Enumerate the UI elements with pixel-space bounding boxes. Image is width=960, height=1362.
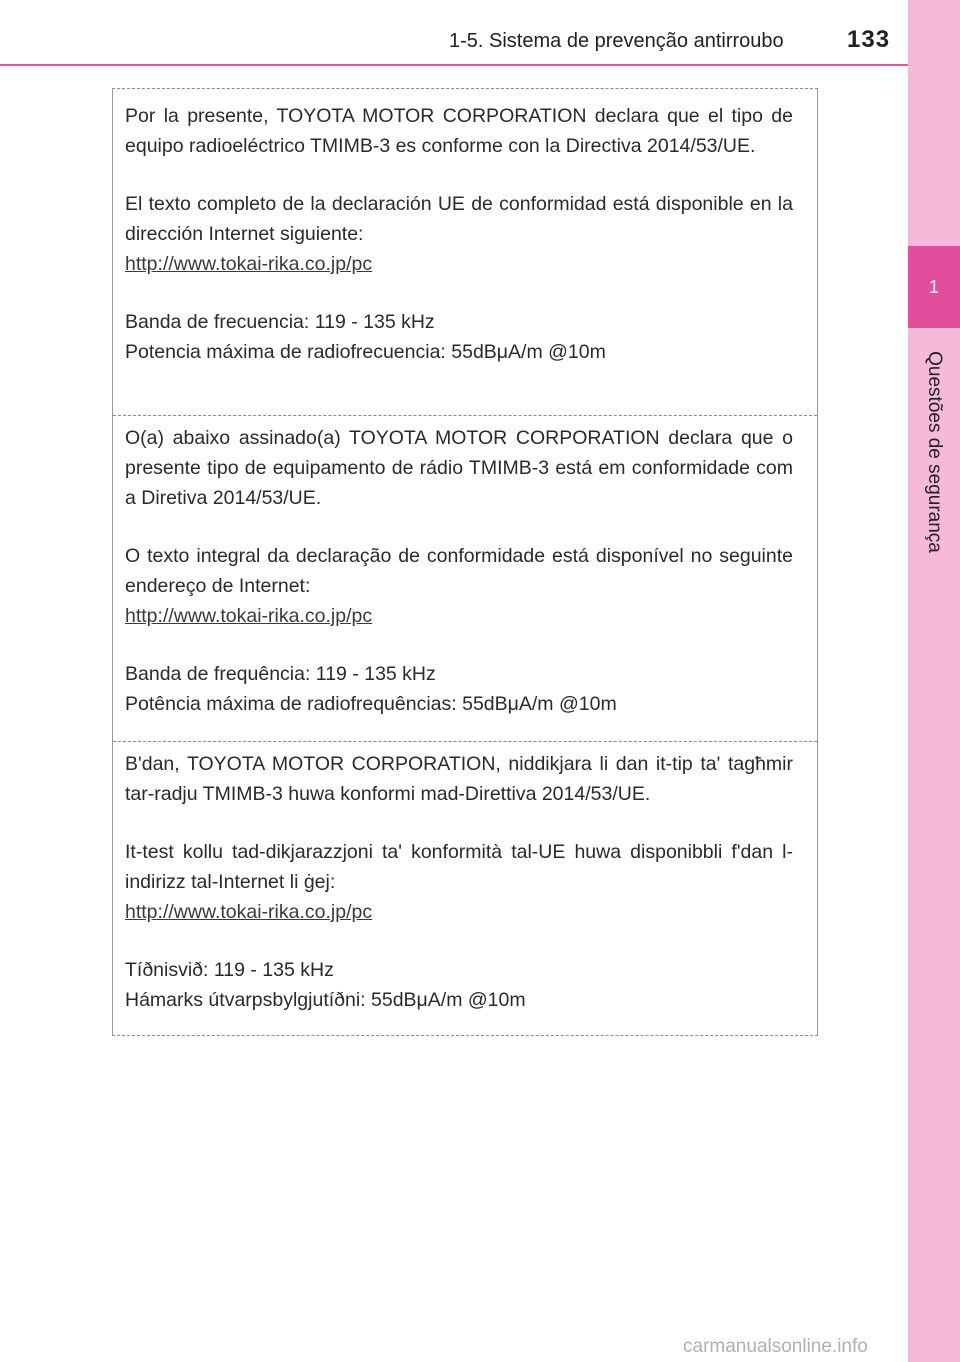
max-power: Potência máxima de radiofrequências: 55dBμA/m @10m	[125, 693, 617, 715]
section-divider	[113, 415, 817, 416]
declaration-text: B'dan, TOYOTA MOTOR CORPORATION, niddikjara li dan it-tip ta' tagħmir tar-radju TMIMB-3 huwa konformi mad-Direttiva 2014/53/UE.	[125, 753, 793, 805]
section-divider	[113, 741, 817, 742]
availability-text: El texto completo de la declaración UE de conformidad está disponible en la dirección Internet siguiente:	[125, 193, 793, 245]
chapter-sidebar	[908, 0, 960, 1362]
availability-text: O texto integral da declaração de conformidade está disponível no seguinte endereço de Internet:	[125, 545, 793, 597]
watermark-text: carmanualsonline.info	[683, 1336, 868, 1357]
header-divider	[0, 64, 908, 66]
declaration-link[interactable]: http://www.tokai-rika.co.jp/pc	[125, 253, 373, 275]
declaration-text: Por la presente, TOYOTA MOTOR CORPORATION declara que el tipo de equipo radioeléctrico TMIMB-3 es conforme con la Directiva 2014/53/UE.	[125, 105, 793, 157]
availability-text: It-test kollu tad-dikjarazzjoni ta' konformità tal-UE huwa disponibbli f'dan l-indirizz tal-Internet li ġej:	[125, 841, 793, 893]
chapter-label: Questões de segurança	[924, 351, 945, 553]
max-power: Potencia máxima de radiofrecuencia: 55dBμA/m @10m	[125, 341, 606, 363]
frequency-band: Banda de frequência: 119 - 135 kHz	[125, 663, 436, 685]
declaration-section-es	[125, 101, 793, 367]
declaration-section-pt	[125, 423, 793, 719]
page-number: 133	[847, 26, 891, 53]
section-title: 1-5. Sistema de prevenção antirroubo	[449, 30, 784, 52]
declaration-section-mt	[125, 749, 793, 1015]
declaration-link[interactable]: http://www.tokai-rika.co.jp/pc	[125, 605, 373, 627]
declaration-box	[112, 88, 818, 1036]
max-power: Hámarks útvarpsbylgjutíðni: 55dBμA/m @10m	[125, 989, 526, 1011]
chapter-number-tab: 1	[908, 246, 960, 328]
declaration-text: O(a) abaixo assinado(a) TOYOTA MOTOR CORPORATION declara que o presente tipo de equipamento de rádio TMIMB-3 está em conformidade com a Diretiva 2014/53/UE.	[125, 427, 793, 509]
frequency-band: Tíðnisvið: 119 - 135 kHz	[125, 959, 334, 981]
declaration-link[interactable]: http://www.tokai-rika.co.jp/pc	[125, 901, 373, 923]
frequency-band: Banda de frecuencia: 119 - 135 kHz	[125, 311, 435, 333]
